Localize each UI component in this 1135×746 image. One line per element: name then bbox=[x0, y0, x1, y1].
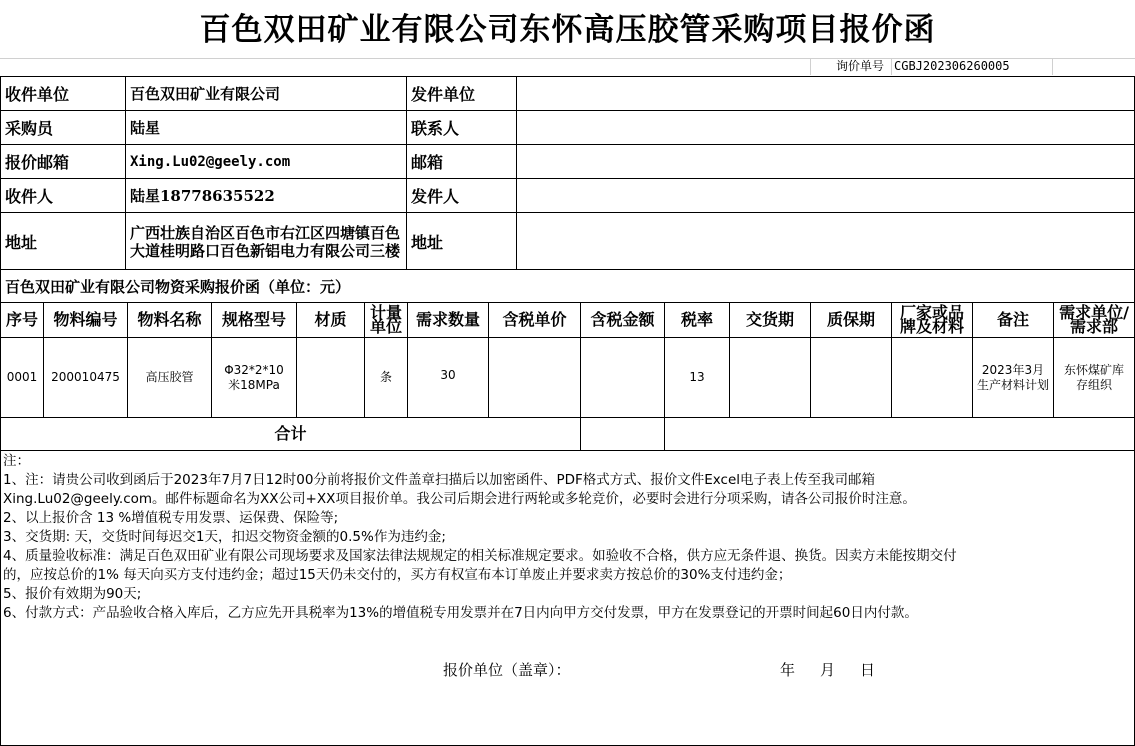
th-dept: 需求单位/需求部 bbox=[1059, 303, 1129, 336]
inquiry-number: CGBJ202306260005 bbox=[894, 59, 1010, 73]
address2-value[interactable] bbox=[517, 213, 1134, 269]
contact-value[interactable] bbox=[517, 111, 1134, 144]
address2-label: 地址 bbox=[411, 232, 444, 252]
td-seq: 0001 bbox=[6, 370, 38, 384]
email-label: 报价邮箱 bbox=[5, 153, 70, 172]
th-amount: 含税金额 bbox=[590, 310, 655, 329]
signature-day: 日 bbox=[860, 661, 876, 679]
grid-line bbox=[0, 450, 1135, 451]
td-brand[interactable] bbox=[892, 338, 972, 417]
sender-label: 发件人 bbox=[411, 187, 460, 206]
td-name: 高压胶管 bbox=[145, 370, 194, 384]
signature-month: 月 bbox=[820, 661, 836, 679]
email-value: Xing.Lu02@geely.com bbox=[130, 153, 291, 170]
td-code: 200010475 bbox=[51, 370, 120, 384]
note-line-1: 1、注：请贵公司收到函后于2023年7月7日12时00分前将报价文件盖章扫描后以加密函件、PDF格式方式、报价文件Excel电子表上传至我司邮箱 bbox=[3, 472, 876, 488]
note-line-7: 5、报价有效期为90天; bbox=[3, 586, 142, 602]
note-line-8: 6、付款方式：产品验收合格入库后，乙方应先开具税率为13%的增值税专用发票并在7日内向甲方交付发票，甲方在发票登记的开票时间起60日内付款。 bbox=[3, 605, 918, 621]
notes-title: 注： bbox=[3, 453, 30, 469]
mail-label: 邮箱 bbox=[411, 153, 444, 172]
td-warranty[interactable] bbox=[811, 338, 891, 417]
th-qty: 需求数量 bbox=[415, 310, 480, 329]
td-unit-price[interactable] bbox=[489, 338, 580, 417]
contact-label: 联系人 bbox=[411, 119, 460, 138]
td-tax-rate: 13 bbox=[689, 370, 705, 384]
th-brand: 厂家或品牌及材料 bbox=[899, 303, 964, 336]
note-line-3: 2、以上报价含 13 %增值税专用发票、运保费、保险等; bbox=[3, 510, 339, 526]
section-title: 百色双田矿业有限公司物资采购报价函（单位：元） bbox=[5, 277, 351, 296]
th-seq: 序号 bbox=[5, 310, 38, 329]
th-remark: 备注 bbox=[996, 310, 1029, 329]
th-spec: 规格型号 bbox=[221, 310, 286, 329]
receiver-unit-label: 收件单位 bbox=[5, 85, 70, 104]
note-line-2: Xing.Lu02@geely.com。邮件标题命名为XX公司+XX项目报价单。我公司后期会进行两轮或多轮竞价，必要时会进行分项采购，请各公司报价时注意。 bbox=[3, 491, 916, 507]
signature-label: 报价单位（盖章）： bbox=[443, 661, 571, 679]
td-remark: 2023年3月生产材料计划 bbox=[976, 362, 1049, 392]
th-warranty: 质保期 bbox=[826, 310, 875, 329]
buyer-value: 陆星 bbox=[130, 119, 161, 137]
buyer-label: 采购员 bbox=[5, 119, 54, 138]
grid-line bbox=[1052, 58, 1053, 75]
mail-value[interactable] bbox=[517, 145, 1134, 178]
th-delivery: 交货期 bbox=[745, 310, 794, 329]
th-tax-rate: 税率 bbox=[680, 310, 713, 329]
td-dept: 东怀煤矿库存组织 bbox=[1063, 362, 1124, 392]
page-title: 百色双田矿业有限公司东怀高压胶管采购项目报价函 bbox=[199, 12, 936, 48]
grid-line bbox=[0, 58, 1135, 59]
td-delivery[interactable] bbox=[730, 338, 810, 417]
sender-unit-value[interactable] bbox=[517, 77, 1134, 110]
inquiry-label: 询价单号 bbox=[836, 59, 885, 73]
td-qty: 30 bbox=[440, 367, 456, 382]
th-code: 物料编号 bbox=[53, 310, 118, 329]
total-label: 合计 bbox=[274, 424, 307, 443]
total-amount[interactable] bbox=[581, 418, 664, 450]
td-spec: Φ32*2*10米18MPa bbox=[224, 362, 284, 392]
signature-year: 年 bbox=[780, 661, 796, 679]
receiver-unit-value: 百色双田矿业有限公司 bbox=[130, 85, 281, 103]
th-unit-price: 含税单价 bbox=[502, 310, 567, 329]
th-unit: 计量单位 bbox=[369, 303, 402, 336]
note-line-4: 3、交货期: 天，交货时间每迟交1天，扣迟交物资金额的0.5%作为违约金; bbox=[3, 529, 446, 545]
note-line-5: 4、质量验收标准：满足百色双田矿业有限公司现场要求及国家法律法规规定的相关标准规定要求。如验收不合格，供方应无条件退、换货。因卖方未能按期交付 bbox=[3, 548, 957, 564]
grid-line bbox=[891, 58, 892, 75]
recipient-label: 收件人 bbox=[5, 187, 54, 206]
inquiry-row bbox=[0, 58, 1135, 75]
grid-line bbox=[810, 58, 811, 75]
th-material: 材质 bbox=[314, 310, 347, 329]
sender-value[interactable] bbox=[517, 179, 1134, 212]
td-unit: 条 bbox=[379, 370, 392, 384]
address-label: 地址 bbox=[5, 232, 38, 252]
td-material[interactable] bbox=[297, 338, 364, 417]
sender-unit-label: 发件单位 bbox=[411, 85, 476, 104]
th-name: 物料名称 bbox=[137, 310, 202, 329]
note-line-6: 的，应按总价的1% 每天向买方支付违约金；超过15天仍未交付的，买方有权宣布本订单废止并要求卖方按总价的30%支付违约金； bbox=[3, 567, 792, 583]
address-value: 广西壮族自治区百色市右江区四塘镇百色大道桂明路口百色新铝电力有限公司三楼 bbox=[130, 224, 401, 260]
td-amount[interactable] bbox=[581, 338, 664, 417]
recipient-value: 陆星18778635522 bbox=[130, 187, 275, 205]
